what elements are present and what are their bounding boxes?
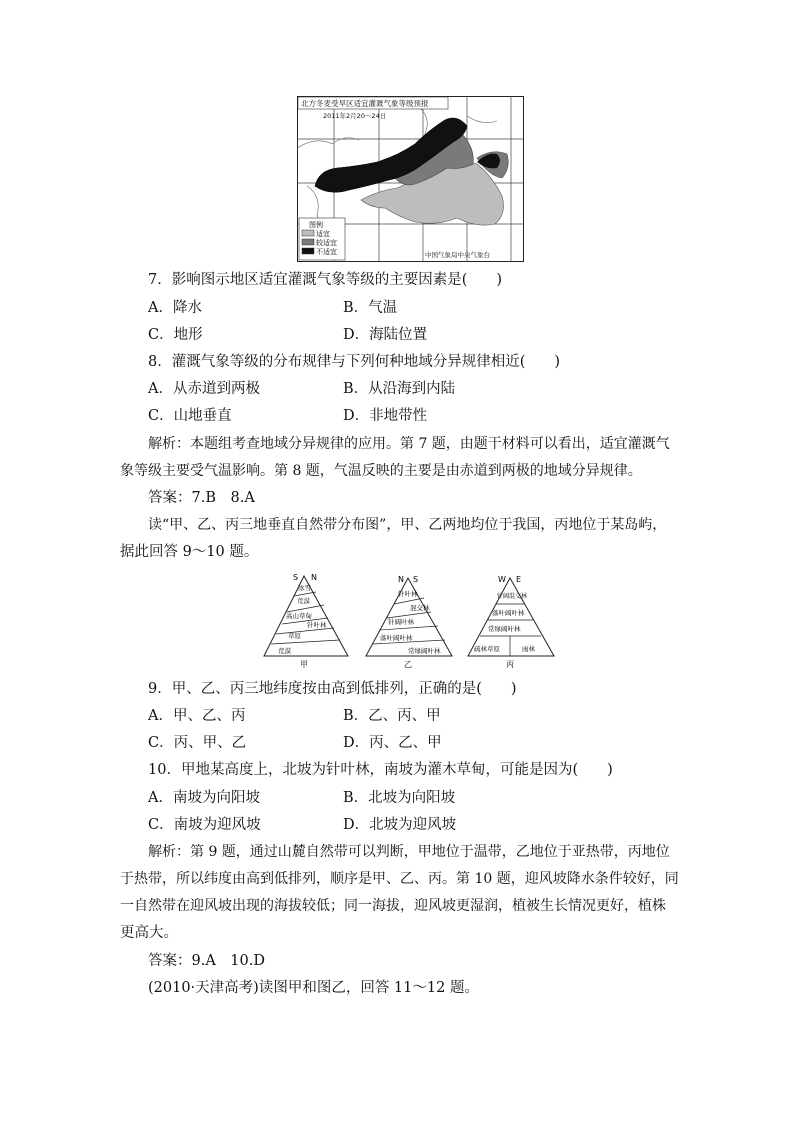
q8-stem: 8．灌溉气象等级的分布规律与下列何种地域分异规律相近( ) — [148, 354, 561, 370]
drought-map-figure — [297, 96, 524, 262]
source-question-intro: (2010·天津高考)读图甲和图乙，回答 11～12 题。 — [148, 980, 479, 996]
analysis-1-line-1: 解析：本题组考查地域分异规律的应用。第 7 题，由题干材料可以看出，适宜灌溉气 — [148, 436, 670, 452]
q8-option-b[interactable]: B．从沿海到内陆 — [343, 381, 456, 397]
q10-option-c[interactable]: C．南坡为迎风坡 — [148, 817, 261, 833]
jia-belt-6: 荒漠 — [278, 647, 291, 655]
yi-left-dir: N — [398, 575, 404, 584]
q9-option-d[interactable]: D．丙、乙、甲 — [343, 735, 442, 751]
diagram-jia — [264, 573, 348, 669]
jia-belt-5: 草原 — [288, 632, 301, 640]
q8-option-d[interactable]: D．非地带性 — [343, 408, 428, 424]
jia-belt-3: 高山草甸 — [286, 612, 312, 620]
answer-1: 答案：7.B 8.A — [148, 490, 255, 506]
jia-left-dir: S — [293, 573, 299, 582]
analysis-2-line-3: 一自然带在迎风坡出现的海拔较低；同一海拔，迎风坡更湿润，植被生长情况更好，植株 — [120, 898, 666, 914]
bing-belt-2: 落叶阔叶林 — [492, 609, 525, 617]
q8-option-c[interactable]: C．山地垂直 — [148, 408, 232, 424]
q9-option-b[interactable]: B．乙、丙、甲 — [343, 708, 441, 724]
yi-belt-1: 针叶林 — [398, 590, 418, 598]
q10-stem: 10．甲地某高度上，北坡为针叶林，南坡为灌木草甸，可能是因为( ) — [148, 762, 613, 778]
analysis-1-line-2: 象等级主要受气温影响。第 8 题，气温反映的主要是由赤道到两极的地域分异规律。 — [120, 463, 642, 479]
bing-belt-4: 疏林草原 — [474, 645, 500, 653]
legend-title: 图例 — [309, 221, 323, 229]
answer-2: 答案：9.A 10.D — [148, 953, 265, 969]
q7-option-a[interactable]: A．降水 — [148, 300, 202, 316]
analysis-2-line-4: 更高大。 — [120, 925, 178, 941]
jia-belt-1: 冰雪 — [298, 584, 311, 592]
jia-right-dir: N — [311, 573, 317, 582]
bing-belt-1: 针阔混交林 — [497, 593, 528, 600]
intro-line-2: 据此回答 9～10 题。 — [120, 544, 259, 560]
yi-caption: 乙 — [404, 660, 412, 669]
yi-belt-5: 常绿阔叶林 — [408, 647, 441, 655]
q10-option-d[interactable]: D．北坡为迎风坡 — [343, 817, 457, 833]
yi-belt-4: 落叶阔叶林 — [380, 634, 413, 642]
q7-option-c[interactable]: C．地形 — [148, 327, 203, 343]
legend-swatch-suitable — [302, 230, 314, 236]
q10-option-a[interactable]: A．南坡为向阳坡 — [148, 790, 260, 806]
vertical-belt-figure — [260, 570, 560, 670]
bing-caption: 丙 — [506, 660, 514, 669]
map-legend — [299, 218, 345, 260]
yi-belt-3: 针阔叶林 — [388, 618, 414, 626]
bing-belt-3: 常绿阔叶林 — [488, 625, 521, 633]
q8-option-a[interactable]: A．从赤道到两极 — [148, 381, 260, 397]
bing-belt-5: 雨林 — [522, 645, 535, 653]
legend-label-moderate: 较适宜 — [316, 239, 337, 247]
q10-option-b[interactable]: B．北坡为向阳坡 — [343, 790, 456, 806]
q7-option-b[interactable]: B．气温 — [343, 300, 398, 316]
yi-right-dir: S — [413, 575, 419, 584]
bing-left-dir: W — [498, 575, 506, 584]
intro-line-1: 读“甲、乙、丙三地垂直自然带分布图”，甲、乙两地均位于我国，丙地位于某岛屿， — [148, 517, 667, 533]
map-date: 2011年2月20～24日 — [323, 112, 387, 120]
analysis-2-line-1: 解析：第 9 题，通过山麓自然带可以判断，甲地位于温带，乙地位于亚热带，丙地位 — [148, 844, 670, 860]
jia-belt-2: 荒漠 — [297, 597, 310, 605]
vertical-belt-diagrams — [260, 570, 560, 670]
q9-stem: 9．甲、乙、丙三地纬度按由高到低排列，正确的是( ) — [148, 681, 517, 697]
jia-caption: 甲 — [300, 660, 308, 669]
drought-map — [297, 96, 524, 262]
legend-swatch-unsuitable — [302, 248, 314, 254]
q7-stem: 7．影响图示地区适宜灌溉气象等级的主要因素是( ) — [148, 272, 503, 288]
legend-label-unsuitable: 不适宜 — [316, 248, 337, 256]
map-title: 北方冬麦受旱区适宜灌溉气象等级预报 — [301, 99, 429, 108]
q9-option-c[interactable]: C．丙、甲、乙 — [148, 735, 247, 751]
q7-option-d[interactable]: D．海陆位置 — [343, 327, 428, 343]
legend-label-suitable: 适宜 — [316, 230, 330, 238]
jia-belt-4: 针叶林 — [307, 621, 327, 629]
bing-right-dir: E — [516, 575, 522, 584]
diagram-yi — [366, 575, 452, 669]
map-source: 中国气象局中央气象台 — [425, 251, 490, 259]
analysis-2-line-2: 于热带，所以纬度由高到低排列，顺序是甲、乙、丙。第 10 题，迎风坡降水条件较好，同 — [120, 871, 679, 887]
diagram-bing — [468, 575, 554, 669]
yi-belt-2: 混交林 — [410, 604, 430, 612]
legend-swatch-moderate — [302, 239, 314, 245]
q9-option-a[interactable]: A．甲、乙、丙 — [148, 708, 246, 724]
